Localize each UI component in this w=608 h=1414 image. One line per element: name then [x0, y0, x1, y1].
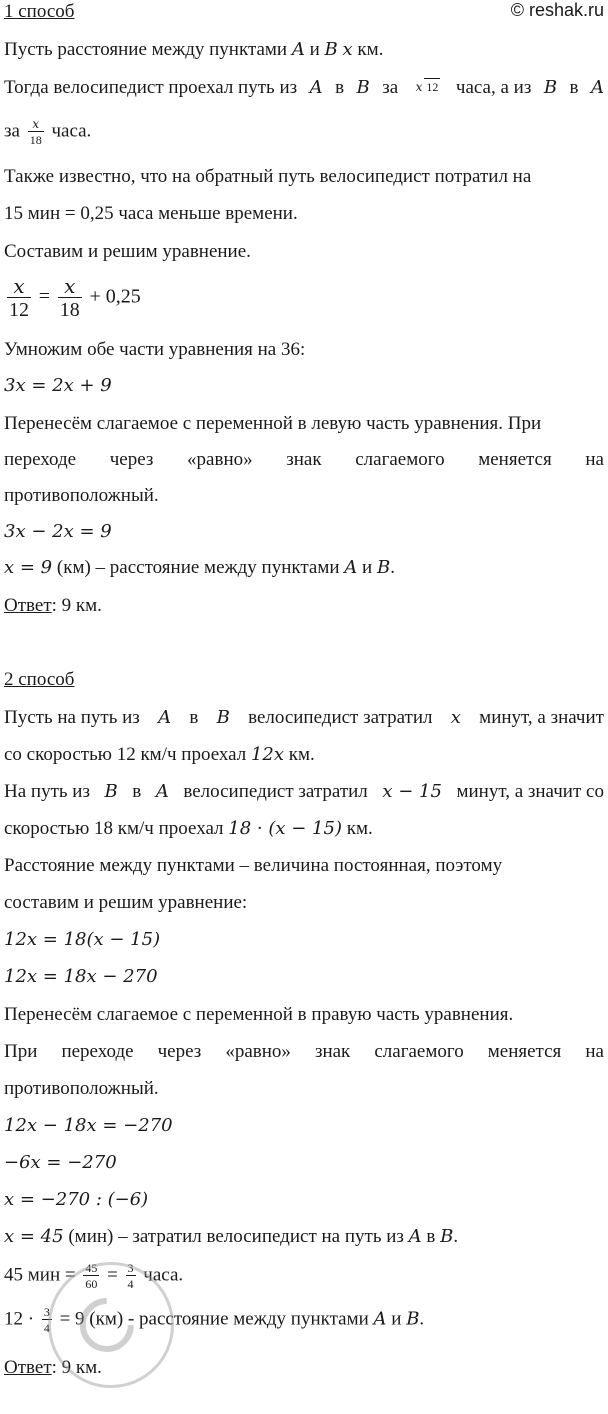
answer-label: Ответ	[4, 1357, 52, 1378]
m2-answer: Ответ: 9 км.	[4, 1357, 102, 1378]
m2-line-10: При переходе через «равно» знак слагаемого меняется на	[4, 1041, 604, 1062]
m1-line-1: Пусть расстояние между пунктами A и B x км.	[4, 39, 384, 60]
method2-heading	[4, 668, 604, 694]
fraction-x-12: x 12	[415, 80, 439, 94]
method2-title: 2 способ	[4, 669, 75, 690]
m2-line-9: Перенесём слагаемое с переменной в правую часть уравнения.	[4, 1004, 514, 1025]
m2-equation-2: 12x = 18x − 270	[4, 966, 158, 987]
m2-equation-1: 12x = 18(x − 15)	[4, 929, 161, 950]
m2-line-5: Расстояние между пунктами – величина постоянная, поэтому	[4, 855, 503, 876]
m2-equation-3: 12x − 18x = −270	[4, 1115, 173, 1136]
m2-line-17: 12 · $\frac{3}{4}$ = 9 (км) - расстояние между пунктами A и B.	[4, 1305, 425, 1335]
m2-equation-4: −6x = −270	[4, 1152, 117, 1173]
m1-answer: Ответ: 9 км.	[4, 595, 102, 616]
m2-line-6: составим и решим уравнение:	[4, 892, 248, 913]
m1-equation-1: $\frac{x}{12}$ = $\frac{x}{18}$ + 0,25	[9, 274, 141, 321]
brand-label[interactable]: © reshak.ru	[510, 0, 604, 20]
m2-line-4: скоростью 18 км/ч проехал 18 · (x − 15) км.	[4, 818, 373, 839]
m1-line-8: Умножим обе части уравнения на 36:	[4, 339, 306, 360]
m1-line-14: x = 9 (км) – расстояние между пунктами A и B.	[4, 557, 395, 578]
m1-equation-2: 3x = 2x + 9	[4, 375, 112, 396]
m2-line-3: На путь из B в A велосипедист затратил x − 15 минут, а значит со	[4, 781, 604, 802]
m2-equation-5: x = −270 : (−6)	[4, 1189, 149, 1210]
m2-line-1: Пусть на путь из A в B велосипедист затратил x минут, а значит	[4, 707, 604, 728]
m1-line-6: Составим и решим уравнение.	[4, 241, 251, 262]
answer-label: Ответ	[4, 595, 52, 616]
m2-line-2: со скоростью 12 км/ч проехал 12x км.	[4, 744, 315, 765]
m1-line-4: Также известно, что на обратный путь велосипедист потратил на	[4, 166, 532, 187]
m2-line-11: противоположный.	[4, 1078, 159, 1099]
m1-line-3: за $\frac{x}{18}$ часа.	[4, 117, 92, 147]
m1-line-5: 15 мин = 0,25 часа меньше времени.	[4, 203, 298, 224]
method1-title: 1 способ	[4, 1, 75, 22]
m1-line-11: переходе через «равно» знак слагаемого меняется на	[4, 449, 604, 470]
m1-line-10: Перенесём слагаемое с переменной в левую часть уравнения. При	[4, 413, 542, 434]
m2-line-15: x = 45 (мин) – затратил велосипедист на путь из A в B.	[4, 1226, 459, 1247]
m1-line-2: Тогда велосипедист проехал путь из A в B за x 12 часа, а из B в A	[4, 76, 604, 102]
m1-equation-3: 3x − 2x = 9	[4, 521, 112, 542]
fraction-x-18: $\frac{x}{18}$	[29, 117, 42, 147]
m1-line-12: противоположный.	[4, 485, 159, 506]
m2-line-16: 45 мин = $\frac{45}{60}$ = $\frac{3}{4}$ часа.	[4, 1261, 184, 1291]
